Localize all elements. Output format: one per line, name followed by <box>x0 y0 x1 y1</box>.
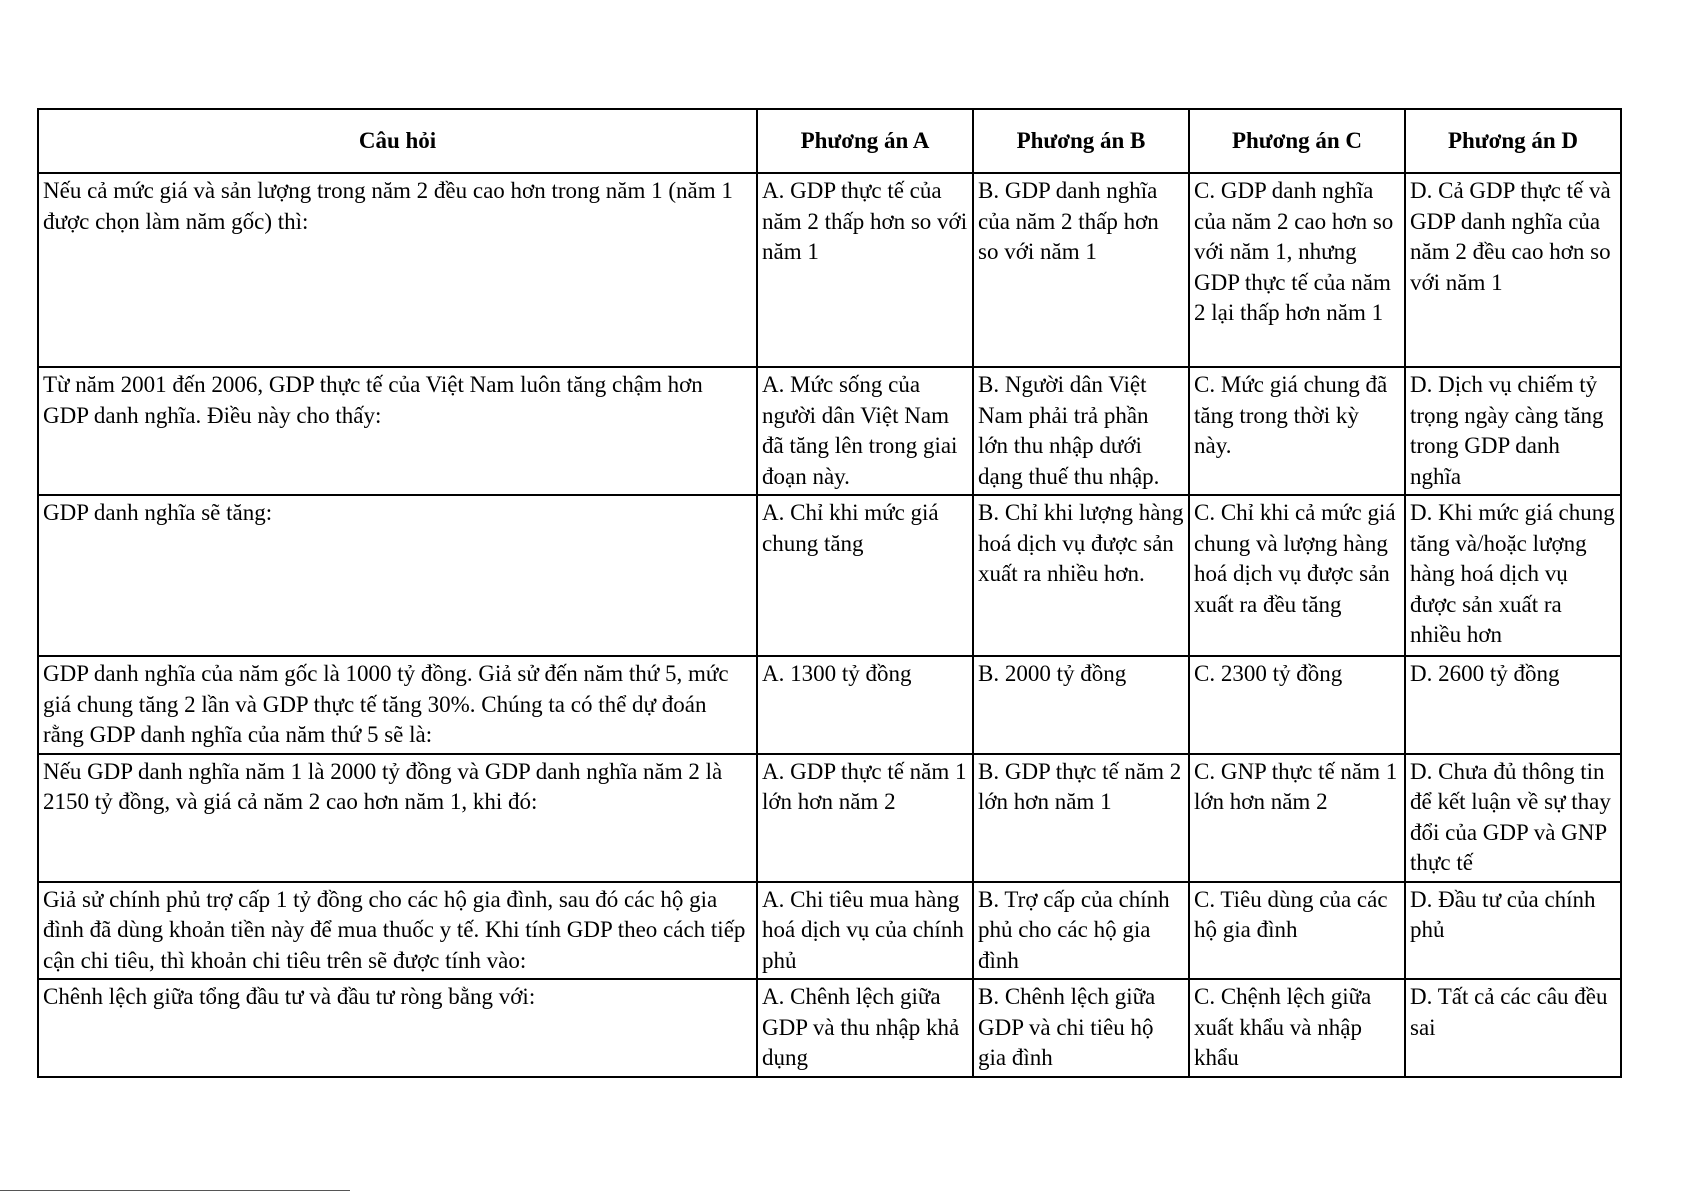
table-body <box>38 173 1621 1077</box>
header-row <box>38 109 1621 173</box>
option-c-cell: C. Tiêu dùng của các hộ gia đình <box>1189 882 1405 980</box>
option-a-cell: A. Chỉ khi mức giá chung tăng <box>757 495 973 656</box>
header-option-a: Phương án A <box>757 109 973 173</box>
option-d-cell: D. Chưa đủ thông tin để kết luận về sự thay đổi của GDP và GNP thực tế <box>1405 754 1621 882</box>
option-a-cell: A. GDP thực tế của năm 2 thấp hơn so với năm 1 <box>757 173 973 367</box>
option-d-cell: D. Cả GDP thực tế và GDP danh nghĩa của năm 2 đều cao hơn so với năm 1 <box>1405 173 1621 367</box>
header-question: Câu hỏi <box>38 109 757 173</box>
table-row <box>38 656 1621 754</box>
table-row <box>38 367 1621 495</box>
option-a-cell: A. 1300 tỷ đồng <box>757 656 973 754</box>
option-b-cell: B. Trợ cấp của chính phủ cho các hộ gia đình <box>973 882 1189 980</box>
table-row <box>38 882 1621 980</box>
question-cell: Từ năm 2001 đến 2006, GDP thực tế của Việt Nam luôn tăng chậm hơn GDP danh nghĩa. Điều này cho thấy: <box>38 367 757 495</box>
option-c-cell: C. GNP thực tế năm 1 lớn hơn năm 2 <box>1189 754 1405 882</box>
option-d-cell: D. Dịch vụ chiếm tỷ trọng ngày càng tăng trong GDP danh nghĩa <box>1405 367 1621 495</box>
table-row <box>38 173 1621 367</box>
option-c-cell: C. Mức giá chung đã tăng trong thời kỳ này. <box>1189 367 1405 495</box>
header-option-c: Phương án C <box>1189 109 1405 173</box>
option-c-cell: C. 2300 tỷ đồng <box>1189 656 1405 754</box>
table-row <box>38 979 1621 1077</box>
header-option-d: Phương án D <box>1405 109 1621 173</box>
option-b-cell: B. 2000 tỷ đồng <box>973 656 1189 754</box>
option-b-cell: B. Người dân Việt Nam phải trả phần lớn thu nhập dưới dạng thuế thu nhập. <box>973 367 1189 495</box>
table-header <box>38 109 1621 173</box>
header-option-b: Phương án B <box>973 109 1189 173</box>
table-row <box>38 495 1621 656</box>
option-d-cell: D. Đầu tư của chính phủ <box>1405 882 1621 980</box>
option-c-cell: C. Chỉ khi cả mức giá chung và lượng hàng hoá dịch vụ được sản xuất ra đều tăng <box>1189 495 1405 656</box>
question-cell: GDP danh nghĩa sẽ tăng: <box>38 495 757 656</box>
option-a-cell: A. Chi tiêu mua hàng hoá dịch vụ của chính phủ <box>757 882 973 980</box>
option-b-cell: B. Chỉ khi lượng hàng hoá dịch vụ được sản xuất ra nhiều hơn. <box>973 495 1189 656</box>
question-cell: Nếu GDP danh nghĩa năm 1 là 2000 tỷ đồng và GDP danh nghĩa năm 2 là 2150 tỷ đồng, và giá cả năm 2 cao hơn năm 1, khi đó: <box>38 754 757 882</box>
question-cell: Nếu cả mức giá và sản lượng trong năm 2 đều cao hơn trong năm 1 (năm 1 được chọn làm năm gốc) thì: <box>38 173 757 367</box>
quiz-table <box>37 108 1622 1078</box>
option-d-cell: D. 2600 tỷ đồng <box>1405 656 1621 754</box>
option-b-cell: B. Chênh lệch giữa GDP và chi tiêu hộ gia đình <box>973 979 1189 1077</box>
option-a-cell: A. Chênh lệch giữa GDP và thu nhập khả dụng <box>757 979 973 1077</box>
option-b-cell: B. GDP thực tế năm 2 lớn hơn năm 1 <box>973 754 1189 882</box>
option-d-cell: D. Khi mức giá chung tăng và/hoặc lượng hàng hoá dịch vụ được sản xuất ra nhiều hơn <box>1405 495 1621 656</box>
option-c-cell: C. Chệnh lệch giữa xuất khẩu và nhập khẩu <box>1189 979 1405 1077</box>
option-b-cell: B. GDP danh nghĩa của năm 2 thấp hơn so với năm 1 <box>973 173 1189 367</box>
option-a-cell: A. GDP thực tế năm 1 lớn hơn năm 2 <box>757 754 973 882</box>
question-cell: GDP danh nghĩa của năm gốc là 1000 tỷ đồng. Giả sử đến năm thứ 5, mức giá chung tăng 2 lần và GDP thực tế tăng 30%. Chúng ta có thể dự đoán rằng GDP danh nghĩa của năm thứ 5 sẽ là: <box>38 656 757 754</box>
option-c-cell: C. GDP danh nghĩa của năm 2 cao hơn so với năm 1, nhưng GDP thực tế của năm 2 lại thấp hơn năm 1 <box>1189 173 1405 367</box>
question-cell: Chênh lệch giữa tổng đầu tư và đầu tư ròng bằng với: <box>38 979 757 1077</box>
question-cell: Giả sử chính phủ trợ cấp 1 tỷ đồng cho các hộ gia đình, sau đó các hộ gia đình đã dùng khoản tiền này để mua thuốc y tế. Khi tính GDP theo cách tiếp cận chi tiêu, thì khoản chi tiêu trên sẽ được tính vào: <box>38 882 757 980</box>
option-d-cell: D. Tất cả các câu đều sai <box>1405 979 1621 1077</box>
option-a-cell: A. Mức sống của người dân Việt Nam đã tăng lên trong giai đoạn này. <box>757 367 973 495</box>
table-row <box>38 754 1621 882</box>
